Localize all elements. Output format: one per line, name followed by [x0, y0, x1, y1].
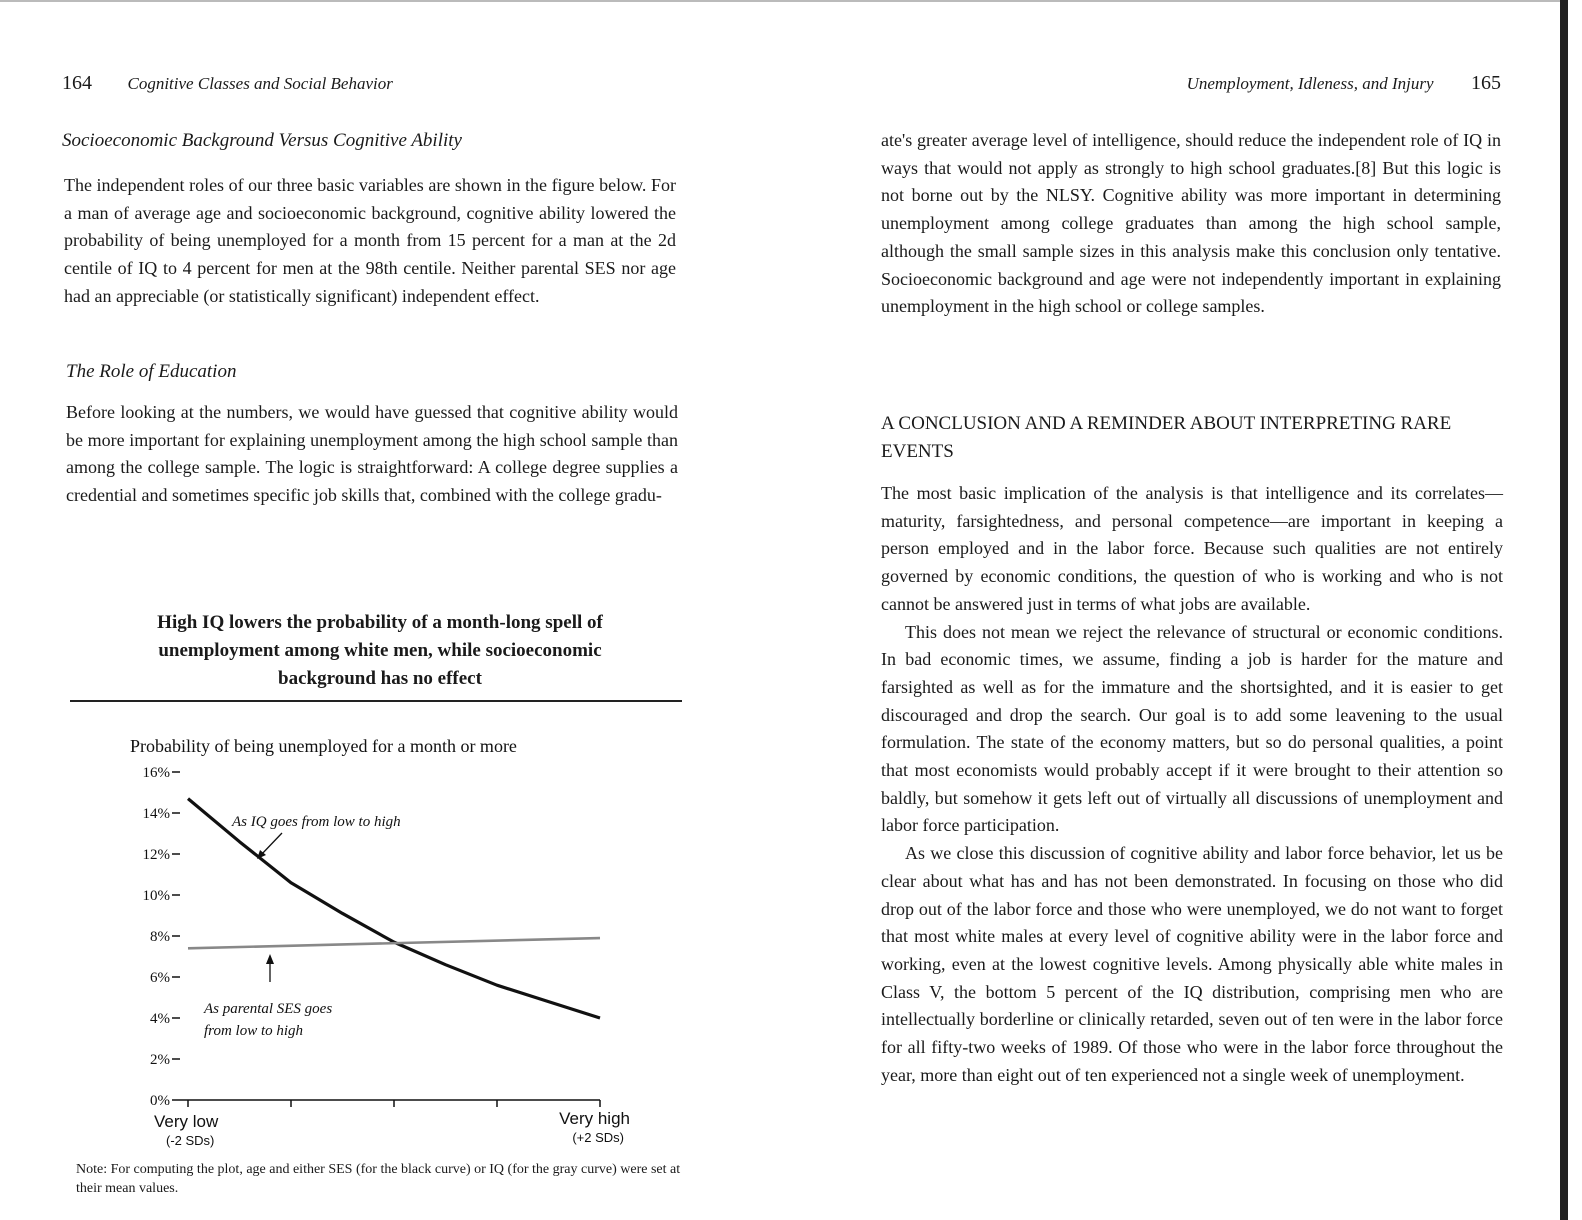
- x-label-low-sub: (-2 SDs): [166, 1133, 215, 1148]
- iq-curve: [188, 799, 600, 1018]
- annotation-ses-line1: As parental SES goes: [204, 1001, 333, 1017]
- ses-line: [188, 938, 600, 948]
- annotation-iq-arrow: [260, 833, 282, 856]
- y-tick-label: 12%: [142, 847, 170, 863]
- y-tick-label: 14%: [142, 806, 170, 822]
- left-para1-text: The independent roles of our three basic variables are shown in the figure below. For a man of average age and socioeconomic background, cognitive ability lowered the probability of being unemployed for a month from 15 percent for a man at the 2d centile of IQ to 4 percent for men at the 98th centile. Neither parental SES nor age had an appreciable (or statistically significant) independent effect.: [64, 175, 676, 306]
- subhead-socioeconomic: Socioeconomic Background Versus Cognitive Ability: [62, 130, 462, 151]
- subhead-education: The Role of Education: [66, 361, 237, 382]
- x-label-high-sub: (+2 SDs): [572, 1130, 624, 1145]
- right-page-number: 165: [1471, 72, 1501, 94]
- right-para3-text: This does not mean we reject the relevance of structural or economic conditions. In bad economic times, we assume, finding a job is harder for the mature and farsighted as well as for the immature and the shortsighted, and it is easier to get discouraged and drop the search. Our goal is to add some leavening to the usual formulation. The state of the economy matters, but so do personal qualities, a point that most economists would probably accept if it were brought to their attention so baldly, but somehow it gets left out of virtually all discussions of unemployment and labor force participation.: [881, 621, 1503, 836]
- y-tick-label: 6%: [150, 970, 170, 986]
- left-running-title: Cognitive Classes and Social Behavior: [127, 74, 393, 93]
- right-para4-text: As we close this discussion of cognitive ability and labor force behavior, let us be clear about what has and has not been demonstrated. In focusing on those who did drop out of the labor force and those who were unemployed, we do not want to forget that most white males at every level of cognitive ability were in the labor force and working, even at the lowest cognitive levels. Among physically able white males in Class V, the bottom 5 percent of the IQ distribution, comprising men who are intellectually borderline or clinically retarded, seven out of ten were in the labor force for all fifty-two weeks of 1989. Of those who were in the labor force throughout the year, more than eight out of ten experienced not a single week of unemployment.: [881, 843, 1503, 1085]
- left-paragraph-1: [64, 172, 676, 311]
- section-heading: A CONCLUSION AND A REMINDER ABOUT INTERPRETING RARE EVENTS: [881, 413, 1452, 462]
- figure-note: Note: For computing the plot, age and either SES (for the black curve) or IQ (for the gray curve) were set at their mean values.: [76, 1162, 681, 1196]
- book-spine-edge: [1560, 0, 1568, 1220]
- x-label-very-high: Very high: [559, 1109, 630, 1128]
- right-page: [791, 0, 1582, 1220]
- y-tick-label: 0%: [150, 1093, 170, 1109]
- y-axis-label: Probability of being unemployed for a month or more: [130, 736, 517, 756]
- y-tick-label: 2%: [150, 1052, 170, 1068]
- figure-caption: High IQ lowers the probability of a month-long spell of unemployment among white men, while socioeconomic background has no effect: [157, 612, 603, 689]
- y-tick-label: 16%: [142, 765, 170, 781]
- right-para1-text: ate's greater average level of intelligence, should reduce the independent role of IQ in ways that would not apply as strongly to high school graduates.[8] But this logic is not borne out by the NLSY. Cognitive ability was more important in determining unemployment among college graduates than among the high school sample, although the small sample sizes in this analysis make this conclusion only tentative. Socioeconomic background and age were not independently important in explaining unemployment in the high school or college samples.: [881, 130, 1501, 317]
- left-running-head: [62, 72, 393, 95]
- x-label-very-low: Very low: [154, 1112, 219, 1131]
- y-tick-label: 4%: [150, 1011, 170, 1027]
- right-para2-text: The most basic implication of the analysis is that intelligence and its correlates—maturity, farsightedness, and personal competence—are important in keeping a person employed and in the labor force. Because such qualities are not entirely governed by economic conditions, the question of who is working and who is not cannot be answered just in terms of what jobs are available.: [881, 483, 1503, 614]
- annotation-iq: As IQ goes from low to high: [232, 814, 401, 830]
- annotation-ses-arrowhead: [266, 954, 274, 964]
- left-page-number: 164: [62, 72, 92, 94]
- right-paragraph-1: [881, 127, 1501, 321]
- caption-rule: [70, 700, 682, 702]
- y-tick-label: 8%: [150, 929, 170, 945]
- left-paragraph-2: [66, 399, 678, 510]
- annotation-ses-line2: from low to high: [204, 1023, 304, 1039]
- right-body: [881, 480, 1503, 1089]
- right-running-title: Unemployment, Idleness, and Injury: [1186, 74, 1434, 93]
- left-para2-text: Before looking at the numbers, we would have guessed that cognitive ability would be more important for explaining unemployment among the high school sample than among the college sample. The logic is straightforward: A college degree supplies a credential and sometimes specific job skills that, combined with the college gradu-: [66, 402, 678, 506]
- unemployment-chart: [60, 730, 680, 1160]
- y-tick-label: 10%: [142, 888, 170, 904]
- right-running-head: [1151, 72, 1501, 95]
